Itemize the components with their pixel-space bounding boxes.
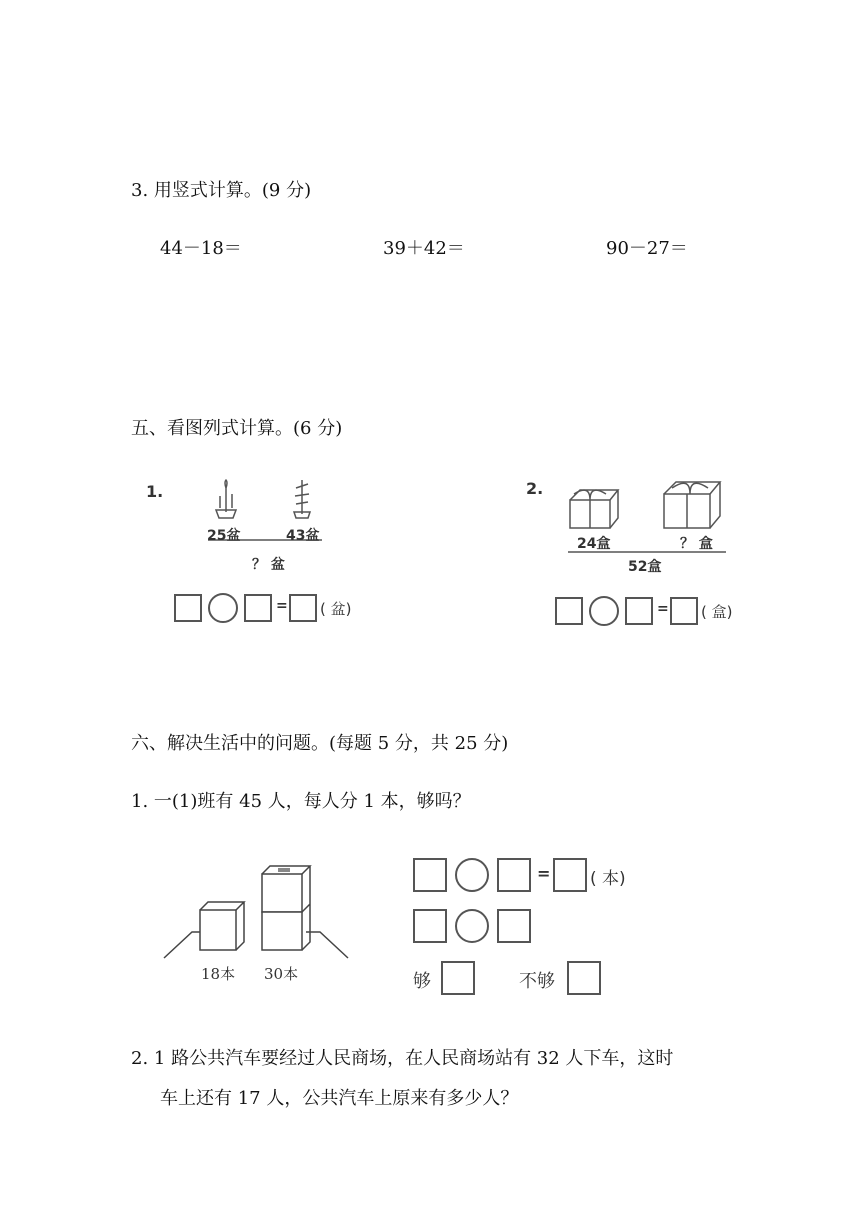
small-stack-label: 18本 xyxy=(201,965,236,983)
answer-box[interactable] xyxy=(413,858,447,892)
q3-title: 3. 用竖式计算。(9 分) xyxy=(131,180,312,201)
plants-right-label: 43盆 xyxy=(286,528,320,544)
compare-circle[interactable] xyxy=(455,909,489,943)
small-book-stack-icon xyxy=(200,902,244,950)
unit-label: ( 盆) xyxy=(320,600,352,618)
calc-problem-2: 39＋42＝ xyxy=(383,238,465,259)
large-gift-box-icon xyxy=(664,482,720,528)
problem-number-1: 1. xyxy=(146,482,164,501)
operator-circle[interactable] xyxy=(208,593,238,623)
compare-box[interactable] xyxy=(413,909,447,943)
problem-number-2: 2. xyxy=(526,479,544,498)
result-box[interactable] xyxy=(670,597,698,625)
enough-checkbox[interactable] xyxy=(441,961,475,995)
answer-box[interactable] xyxy=(244,594,272,622)
not-enough-label: 不够 xyxy=(519,971,555,992)
compare-box[interactable] xyxy=(497,909,531,943)
answer-box[interactable] xyxy=(497,858,531,892)
boxes-total-label: 52盒 xyxy=(628,559,662,575)
book-stacks-figure xyxy=(160,858,360,968)
section6-title: 六、解决生活中的问题。(每题 5 分，共 25 分) xyxy=(131,733,509,754)
boxes-left-label: 24盒 xyxy=(577,536,611,552)
answer-box[interactable] xyxy=(625,597,653,625)
answer-box[interactable] xyxy=(174,594,202,622)
answer-box[interactable] xyxy=(555,597,583,625)
tall-stack-label: 30本 xyxy=(264,965,299,983)
unit-label: ( 盒) xyxy=(701,603,733,621)
equals-sign: = xyxy=(537,864,551,883)
tall-plant-icon xyxy=(294,480,310,518)
cactus-plant-icon xyxy=(216,480,236,518)
q2-text-line2: 车上还有 17 人，公共汽车上原来有多少人？ xyxy=(160,1088,519,1109)
result-box[interactable] xyxy=(553,858,587,892)
plants-total-label: ？ 盆 xyxy=(252,557,285,573)
small-gift-box-icon xyxy=(570,490,618,528)
equals-sign: = xyxy=(657,601,669,617)
equals-sign: = xyxy=(276,598,288,614)
calc-problem-1: 44－18＝ xyxy=(160,238,242,259)
q2-text-line1: 2. 1 路公共汽车要经过人民商场，在人民商场站有 32 人下车，这时 xyxy=(131,1048,674,1069)
boxes-right-label: ？ 盒 xyxy=(680,536,713,552)
operator-circle[interactable] xyxy=(589,596,619,626)
q1-text: 1. 一(1)班有 45 人，每人分 1 本，够吗？ xyxy=(131,791,471,812)
plants-left-label: 25盆 xyxy=(207,528,241,544)
not-enough-checkbox[interactable] xyxy=(567,961,601,995)
result-box[interactable] xyxy=(289,594,317,622)
unit-label: ( 本) xyxy=(590,869,626,889)
operator-circle[interactable] xyxy=(455,858,489,892)
enough-label: 够 xyxy=(413,971,431,992)
tall-book-stack-icon xyxy=(262,866,310,950)
calc-problem-3: 90－27＝ xyxy=(606,238,688,259)
section5-title: 五、看图列式计算。(6 分) xyxy=(131,418,343,439)
